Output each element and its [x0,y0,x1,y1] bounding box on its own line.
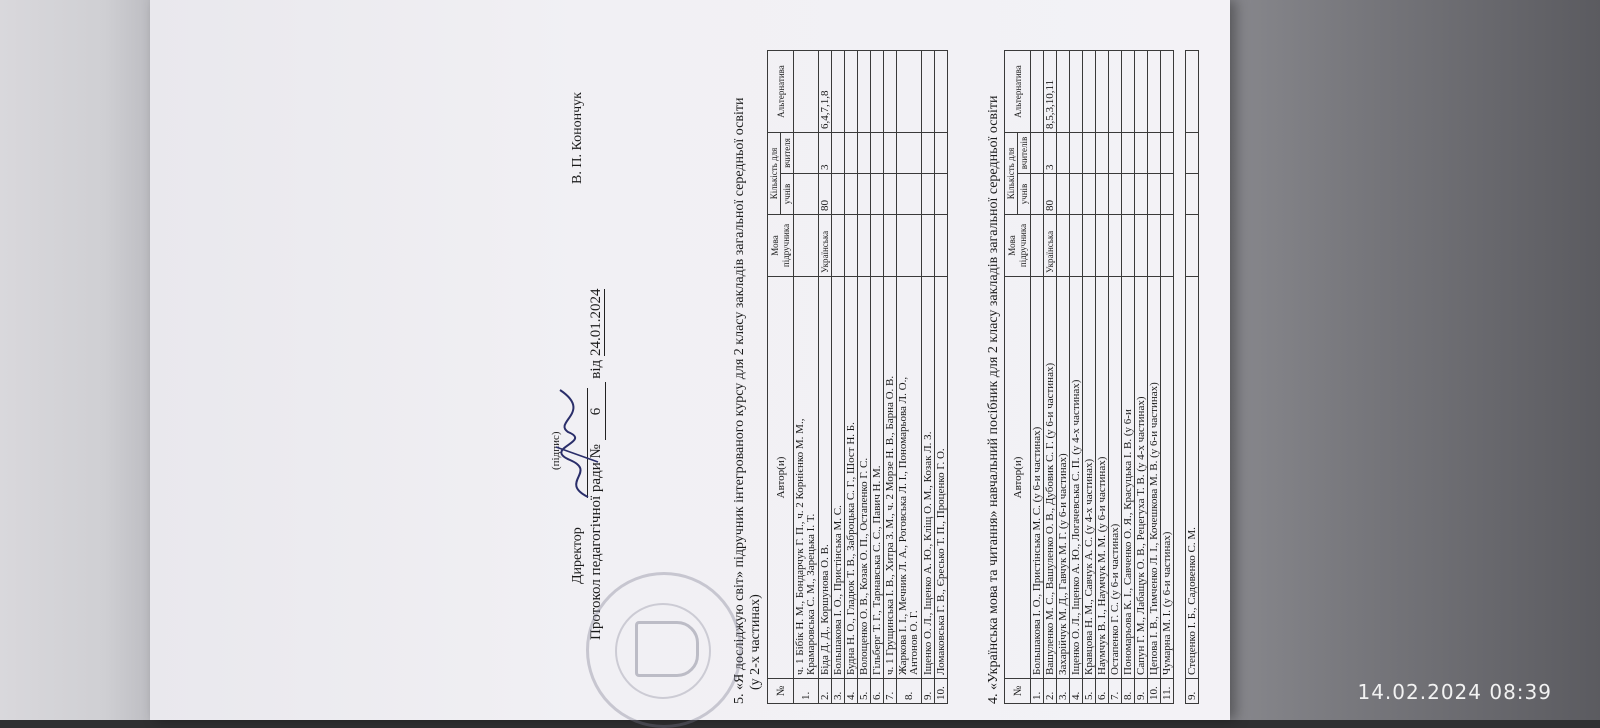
row-teachers [1057,133,1070,174]
row-alternative [858,51,871,133]
row-authors: Захарійчук М. Д., Гавчук М. Г. (у 6-и частинах) [1057,277,1070,679]
signature-mark [548,382,608,502]
row-number: 1. [1031,679,1044,704]
row-alternative [1031,51,1044,133]
row-pupils [1135,174,1148,215]
signature-caption: (підпис) [550,431,562,470]
row-language [1148,215,1161,277]
row-alternative [1057,51,1070,133]
row-language [1135,215,1148,277]
row-alternative: 6,4,7,1,8 [819,51,832,133]
row-authors-line2: Антонов О. Г. [908,610,920,675]
row-authors: Будна Н. О., Гладюк Т. В., Заброцька С. Г., Шост Н. Б. [845,277,858,679]
table-row [832,51,845,704]
table-row [794,51,819,704]
row-number: 5. [1083,679,1096,704]
header-teachers: вчителя [781,133,794,174]
row-authors [897,277,922,679]
row-number: 4. [845,679,858,704]
row-teachers [1148,133,1161,174]
row-pupils: 80 [1044,174,1057,215]
row-authors: Остапенко Г. С. (у 6-и частинах) [1109,277,1122,679]
row-number: 8. [897,679,922,704]
row-language [871,215,884,277]
row-pupils: 80 [819,174,832,215]
row-authors: Сапун Г. М., Лабащук О. В., Рецегуха Т. В. (у 4-х частинах) [1135,277,1148,679]
row-pupils [884,174,897,215]
row-authors: Большакова І. О., Пристінська М. С. (у 6-и частинах) [1031,277,1044,679]
row-language [845,215,858,277]
row-teachers [794,133,819,174]
row-authors: Большакова І. О., Пристінська М. С. [832,277,845,679]
header-teachers: вчителів [1018,133,1031,174]
header-number: № [1005,679,1031,704]
school-seal [586,572,742,728]
row-number: 1. [794,679,819,704]
row-language [794,215,819,277]
row-authors [794,277,819,679]
row-number: 6. [1096,679,1109,704]
document-content [150,0,1230,720]
header-alternative: Альтернатива [768,51,794,133]
row-number: 10. [1148,679,1161,704]
row-number: 6. [871,679,884,704]
table-row [819,51,832,704]
row-alternative [922,51,935,133]
table-row [884,51,897,704]
row-alternative [1161,51,1174,133]
row-pupils [922,174,935,215]
row-number: 11. [1161,679,1174,704]
row-authors: Чумарна М. І. (у 6-и частинах) [1161,277,1174,679]
row-teachers [1070,133,1083,174]
row-number: 3. [832,679,845,704]
row-teachers [922,133,935,174]
row-language [1070,215,1083,277]
row-teachers [1083,133,1096,174]
row-pupils [1031,174,1044,215]
row-number: 4. [1070,679,1083,704]
section-4 [986,50,1174,704]
rotated-document [150,0,1230,720]
row-pupils [794,174,819,215]
row-authors: Стеценко І. Б., Садовенко С. М. [1186,277,1199,679]
header-quantity: Кількість для [1005,133,1018,215]
table-row [858,51,871,704]
row-language [858,215,871,277]
row-teachers [845,133,858,174]
row-teachers [1096,133,1109,174]
row-language [1161,215,1174,277]
row-pupils [1161,174,1174,215]
row-alternative [832,51,845,133]
row-language [884,215,897,277]
row-pupils [1148,174,1161,215]
row-alternative [794,51,819,133]
section-4-table [1004,50,1174,704]
table-row [1057,51,1070,704]
row-language [922,215,935,277]
row-pupils [897,174,922,215]
row-teachers [871,133,884,174]
table-header [1005,51,1018,704]
row-number: 7. [884,679,897,704]
table-row [1031,51,1044,704]
director-name: В. П. Конончук [570,92,585,184]
header-authors: Автор(и) [1005,277,1031,679]
row-teachers [1122,133,1135,174]
row-number: 7. [1109,679,1122,704]
table-row [1148,51,1161,704]
row-alternative [1083,51,1096,133]
row-teachers [832,133,845,174]
table-row [1070,51,1083,704]
row-language [1109,215,1122,277]
row-pupils [1057,174,1070,215]
row-authors: ч. 1 Грущинська І. В., Хитра З. М., ч. 2 Морзе Н. В., Барна О. В. [884,277,897,679]
table-row [935,51,948,704]
table-row [1122,51,1135,704]
row-teachers: 3 [1044,133,1057,174]
row-number: 8. [1122,679,1135,704]
header-pupils: учнів [781,174,794,215]
section-5-title-line2: (у 2-х частинах) [748,594,763,690]
row-pupils [1070,174,1083,215]
row-language [1096,215,1109,277]
row-pupils [1096,174,1109,215]
row-teachers [897,133,922,174]
section-5 [732,50,948,704]
row-alternative [1109,51,1122,133]
row-alternative [1070,51,1083,133]
header-number: № [768,679,794,704]
header-authors: Автор(и) [768,277,794,679]
row-authors: Вашуленко М. С., Вашуленко О. В., Дубовик С. Г. (у 6-и частинах) [1044,277,1057,679]
row-authors: Біда Д. Д., Коршунова О. В. [819,277,832,679]
row-teachers [1109,133,1122,174]
row-authors: Волощенко О. В., Козак О. П., Остапенко Г. С. [858,277,871,679]
row-alternative [897,51,922,133]
header-alternative: Альтернатива [1005,51,1031,133]
row-alternative [884,51,897,133]
photo-background-right [1200,0,1600,720]
row-number: 2. [819,679,832,704]
top-table-fragment [1185,50,1199,704]
row-number: 9. [1186,679,1199,704]
row-teachers: 3 [819,133,832,174]
header-language: Мова підручника [1005,215,1031,277]
row-authors: Наумчук В. І., Наумчук М. М. (у 6-и частинах) [1096,277,1109,679]
row-pupils [871,174,884,215]
row-number: 9. [922,679,935,704]
table-row [1109,51,1122,704]
row-language [1031,215,1044,277]
protocol-date: 24.01.2024 [588,288,604,357]
row-alternative: 8,5,3,10,11 [1044,51,1057,133]
row-language [935,215,948,277]
from-label: від [588,359,604,379]
row-pupils [935,174,948,215]
section-4-title: 4. «Українська мова та читання» навчальний посібник для 2 класу закладів загальної середньої освіти [986,95,1001,704]
row-pupils [1083,174,1096,215]
row-teachers [1031,133,1044,174]
row-teachers [858,133,871,174]
director-label: Директор [570,527,585,584]
protocol-number: 6 [588,382,606,440]
row-pupils [832,174,845,215]
table-row [845,51,858,704]
row-pupils [1109,174,1122,215]
row-language [832,215,845,277]
row-alternative [1096,51,1109,133]
row-alternative [1122,51,1135,133]
row-language [1122,215,1135,277]
table-row [1083,51,1096,704]
table-row [1186,51,1199,704]
row-teachers [1135,133,1148,174]
row-teachers [935,133,948,174]
header-quantity: Кількість для [768,133,781,215]
row-authors: Цепова І. В., Тимченко Л. І., Кочешкова М. В. (у 6-и частинах) [1148,277,1161,679]
row-language [1057,215,1070,277]
table-row [922,51,935,704]
row-number: 5. [858,679,871,704]
row-authors: Кравцова Н. М., Савчук А. С. (у 4-х частинах) [1083,277,1096,679]
table-row [1161,51,1174,704]
header-language: Мова підручника [768,215,794,277]
table-row [1135,51,1148,704]
row-authors: Гільберг Т. Г., Тарнавська С. С., Павич Н. М. [871,277,884,679]
row-number: 3. [1057,679,1070,704]
row-authors: Ломаковська Г. В., Єресько Т. П., Проценко Г. О. [935,277,948,679]
table-header [768,51,781,704]
protocol-label: Протокол педагогічної ради № [588,444,604,640]
row-pupils [858,174,871,215]
trident-icon [635,621,699,677]
photo-background-left [0,0,150,720]
row-authors: Іщенко О. Л., Іщенко А. Ю., Кліщ О. М., Козак Л. З. [922,277,935,679]
table-row [1044,51,1057,704]
row-alternative [935,51,948,133]
top-row-table [1185,50,1199,704]
row-alternative [871,51,884,133]
row-authors: Іщенко О. Л., Іщенко А. Ю., Логачевська С. П. (у 4-х частинах) [1070,277,1083,679]
row-pupils [1122,174,1135,215]
row-number: 10. [935,679,948,704]
row-alternative [1135,51,1148,133]
row-number: 9. [1135,679,1148,704]
row-teachers [884,133,897,174]
row-alternative [845,51,858,133]
row-authors-line1: ч. 1 Бібік Н. М., Бондарчук Г. П., ч. 2 Корнієнко М. М., [794,418,806,675]
header-pupils: учнів [1018,174,1031,215]
row-authors-line1: Жаркова І. І., Мечник Л. А., Роговська Л. І., Пономарьова Л. О., [897,376,909,675]
table-row [871,51,884,704]
row-language: Українська [819,215,832,277]
row-language [1083,215,1096,277]
row-number: 2. [1044,679,1057,704]
row-pupils [845,174,858,215]
photo-timestamp: 14.02.2024 08:39 [1357,680,1552,704]
table-row [897,51,922,704]
section-5-table [767,50,948,704]
row-language [897,215,922,277]
row-authors-line2: Крамаровська С. М., Зарецька І. Т. [805,513,817,675]
row-teachers [1161,133,1174,174]
table-row [1096,51,1109,704]
row-language: Українська [1044,215,1057,277]
row-alternative [1148,51,1161,133]
row-authors: Пономарьова К. І., Савченко О. Я., Красуцька І. В. (у 6-и [1122,277,1135,679]
section-5-title-line1: 5. «Я досліджую світ» підручник інтегрованого курсу для 2 класу закладів загальної середньої освіти [732,97,747,704]
